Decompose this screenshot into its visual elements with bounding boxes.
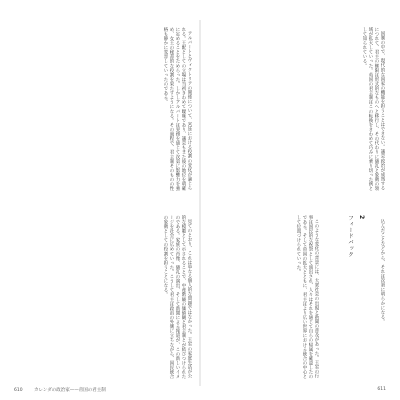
right-page [207, 27, 385, 383]
left-bottom-text-block [14, 215, 192, 383]
running-head: カレンダの政治家——帝国の君主制 [34, 388, 106, 393]
section-number: 2 [358, 215, 365, 220]
left-top-paragraph: アルバートとヴィクトリアの関係について、宮廷における役割の変化が論じられる。王配としての立場は当初きわめて曖昧であり、議会もまた彼の地位を明確に定めることをためらった。しかしアルバートは実務を通じて次第に影響力を強め、女王の秘書的な役割を果たすようになる。その過程で、君主制そのものの性格も静かに変容していったのである。 [163, 27, 192, 191]
gutter [199, 20, 201, 386]
left-bottom-paragraph: 見てのとおり、これは単なる個人的な問題ではなかった。王室の家庭生活が公的な模範として示されることで、中産階級の価値観と君主制とが結びつけられたのである。家族の肖像、儀礼の演出、そして新聞による報道が、この新しいイメージを社会に広めていった。こうして君主は政治の外側に立ちながら、国民統合の象徴としての役割を担うことになる。 [163, 215, 192, 379]
left-page-number: 610 [14, 388, 23, 393]
left-top-text-block [14, 27, 192, 195]
section-title: フィードバック [347, 215, 353, 258]
left-page [14, 27, 192, 383]
right-tail-paragraph: 込んだことなどから、それは次第に明らかになる。 [380, 219, 385, 325]
right-page-number: 611 [377, 387, 386, 392]
right-bottom-paragraph: このような変化の背景には、大衆社会の出現と新聞の普及があった。王室の行事は国民的な祝祭として演出され、人々はそれを通じて自らの帰属を確認したのである。そして帝国の拡大とともに、君主はより広い世界における統合の中心として位置づけられていった。 [296, 215, 319, 379]
right-top-paragraph: 国制の中で、現代的な国家の機能を担うことはできない。議会政治が成熟するにつれて、君主の権限は形式的なものへと移行し、その代わりに儀礼と象徴の領域が拡大していった。英国の君主制はこの転換をきわめて巧みに乗り切った例として知られている。 [362, 27, 385, 191]
right-footer [377, 387, 386, 392]
right-top-text-block [207, 27, 385, 195]
section-heading [325, 215, 365, 305]
right-bottom-text-block [207, 215, 319, 383]
left-footer [14, 387, 106, 393]
right-tail-text-block [369, 215, 385, 383]
